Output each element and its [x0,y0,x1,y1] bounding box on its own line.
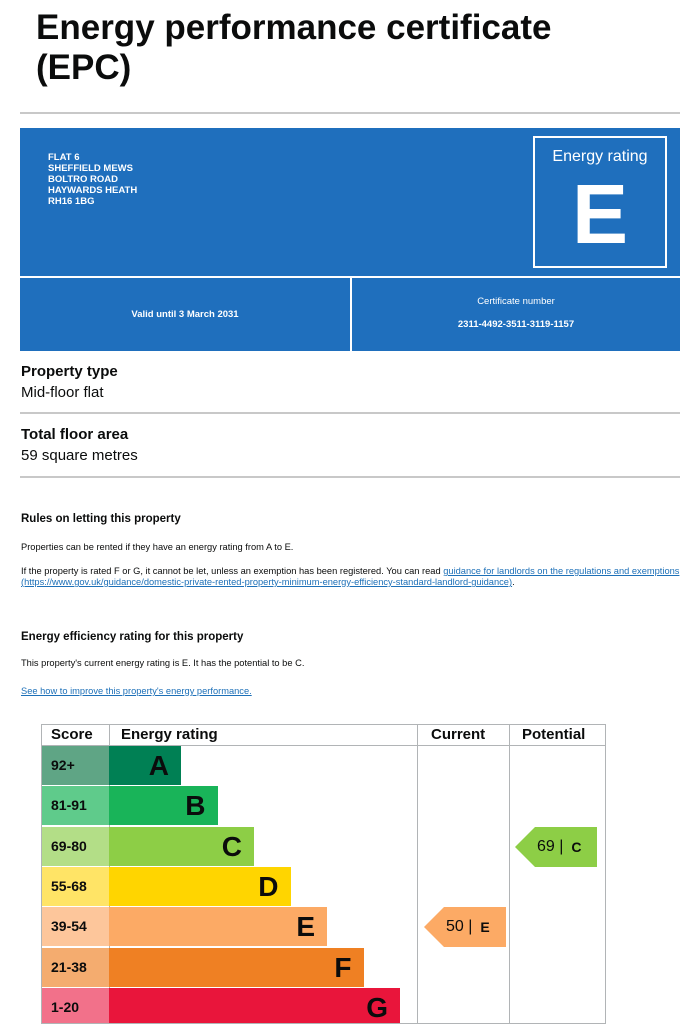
current-header: Current [431,726,486,743]
rating-bar-a [109,746,181,785]
rating-letter: D [258,870,279,902]
divider [20,412,680,414]
arrow-label [537,838,582,856]
address-line: FLAT 6 [48,152,80,163]
score-cell: 92+ [42,746,109,785]
rules-heading: Rules on letting this property [21,513,181,525]
arrow-letter: C [571,838,582,855]
address-line: SHEFFIELD MEWS [48,163,133,174]
current-rating-arrow [424,907,506,947]
rules-paragraph-2 [21,566,681,588]
page-title: Energy performance certificate (EPC) [36,8,552,87]
landlord-guidance-link[interactable]: guidance for landlords on the regulations and exemptions (https://www.gov.uk/guidance/domestic-private-rented-property-minimum-energy-efficiency-standard-landlord-guidance) [21,566,680,587]
rating-letter: F [334,951,352,983]
property-type-label: Property type [21,363,118,380]
potential-header: Potential [522,726,586,743]
energy-rating-letter: E [571,167,629,261]
valid-until-panel [20,278,350,351]
energy-rating-chart [41,724,606,1024]
divider [20,476,680,478]
potential-rating-arrow [515,827,597,867]
rating-bar-f [109,948,364,987]
score-header: Score [51,726,93,743]
valid-until-text: Valid until 3 March 2031 [131,309,239,320]
floor-area-label: Total floor area [21,426,129,443]
score-cell: 39-54 [42,907,109,946]
efficiency-paragraph: This property's current energy rating is E. It has the potential to be C. [21,658,305,668]
property-address [48,152,137,207]
divider [20,112,680,114]
column-divider [509,725,510,1023]
certificate-number-label: Certificate number [477,296,555,307]
certificate-number: 2311-4492-3511-3119-1157 [457,319,575,330]
energy-rating-box [533,136,667,268]
rating-letter: G [366,991,388,1023]
arrow-label [446,918,490,936]
arrow-score: 50 | [446,918,473,936]
address-line: BOLTRO ROAD [48,174,119,185]
score-cell: 21-38 [42,948,109,987]
column-divider [417,725,418,1023]
rating-bar-c [109,827,254,866]
score-cell: 1-20 [42,988,109,1024]
improve-performance-link[interactable]: See how to improve this property's energy performance. [21,686,252,696]
certificate-panel [352,278,680,351]
property-type-value: Mid-floor flat [21,384,104,401]
address-line: HAYWARDS HEATH [48,185,138,196]
rating-bar-g [109,988,400,1024]
arrow-letter: E [480,919,490,936]
rating-letter: A [148,750,169,781]
energy-rating-header: Energy rating [121,726,218,743]
rating-letter: B [185,790,206,822]
rating-bar-e [109,907,327,946]
arrow-score: 69 | [537,837,564,855]
score-cell: 55-68 [42,867,109,906]
address-panel [20,128,680,276]
rating-bar-b [109,786,218,825]
rating-letter: C [221,830,242,862]
score-cell: 81-91 [42,786,109,825]
efficiency-heading: Energy efficiency rating for this property [21,631,244,643]
efficiency-link-line [21,686,681,697]
score-cell: 69-80 [42,827,109,866]
address-line: RH16 1BG [48,196,95,207]
floor-area-value: 59 square metres [21,447,138,464]
rating-letter: E [296,911,315,943]
rules-paragraph-1: Properties can be rented if they have an energy rating from A to E. [21,542,294,552]
rating-bar-d [109,867,291,906]
rules-paragraph-2-end: . [512,577,515,587]
rules-paragraph-2-text: If the property is rated F or G, it cannot be let, unless an exemption has been registered. You can read [21,566,444,576]
energy-rating-label: Energy rating [552,148,648,165]
